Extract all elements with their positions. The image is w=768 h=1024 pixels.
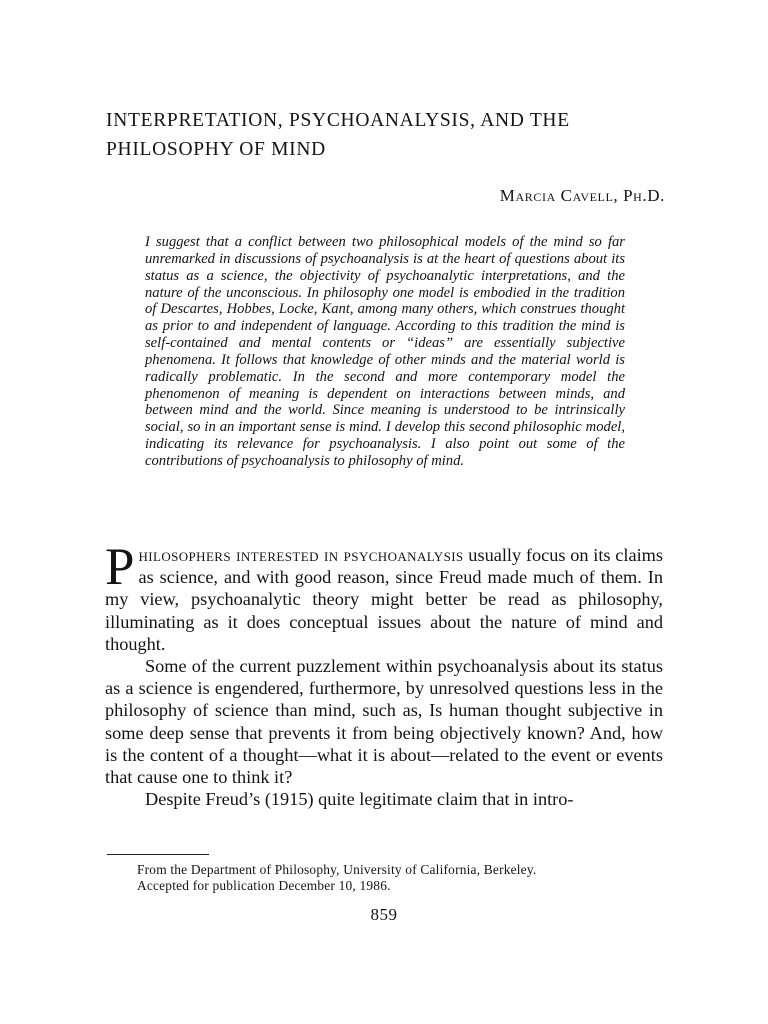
drop-cap: P xyxy=(105,538,135,596)
footnote-affiliation: From the Department of Philosophy, University of California, Berkeley. xyxy=(137,862,537,877)
author-byline: Marcia Cavell, Ph.D. xyxy=(499,186,665,205)
article-title: INTERPRETATION, PSYCHOANALYSIS, AND THE PHILOSOPHY OF MIND xyxy=(106,110,570,160)
footnote xyxy=(137,862,677,894)
article-body xyxy=(105,538,663,810)
body-paragraph-3: Despite Freud’s (1915) quite legitimate claim that in intro- xyxy=(145,789,574,810)
paragraph-1-text: usually focus on its claims as science, and with good reason, since Freud made much of them. In my view, psychoanalytic theory might better be read as philosophy, illuminating as it does conceptual issues about the nature of mind and thought. xyxy=(105,545,663,654)
article-abstract: I suggest that a conflict between two philosophical models of the mind so far unremarked in discussions of psychoanalysis is at the heart of questions about its status as a science, the objectivity of psychoanalytic interpretations, and the nature of the unconscious. In philosophy one model is embodied in the tradition of Descartes, Hobbes, Locke, Kant, among many others, which construes thought as prior to and independent of language. According to this tradition the mind is self-contained and mental contents or “ideas” are essentially subjective phenomena. It follows that knowledge of other minds and the material world is radically problematic. In the second and more contemporary model the phenomenon of meaning is dependent on interactions between minds, and between mind and the world. Since meaning is understood to be intrinsically social, so in an important sense is mind. I develop this second philosophic model, indicating its relevance for psychoanalysis. I also point out some of the contributions of psychoanalysis to philosophy of mind. xyxy=(145,234,625,469)
lead-in-small-caps: hilosophers interested in psychoanalysis xyxy=(138,545,464,565)
body-paragraph-2: Some of the current puzzlement within psychoanalysis about its status as a science is engendered, furthermore, by unresolved questions less in the philosophy of science than mind, such as, Is human thought subjective in some deep sense that prevents it from being objectively known? And, how is the content of a thought—what it is about—related to the event or events that cause one to think it? xyxy=(105,656,663,788)
footnote-acceptance: Accepted for publication December 10, 1986. xyxy=(137,878,391,893)
body-paragraph-1 xyxy=(105,538,663,655)
page-number: 859 xyxy=(370,905,398,924)
footnote-divider xyxy=(107,854,209,855)
